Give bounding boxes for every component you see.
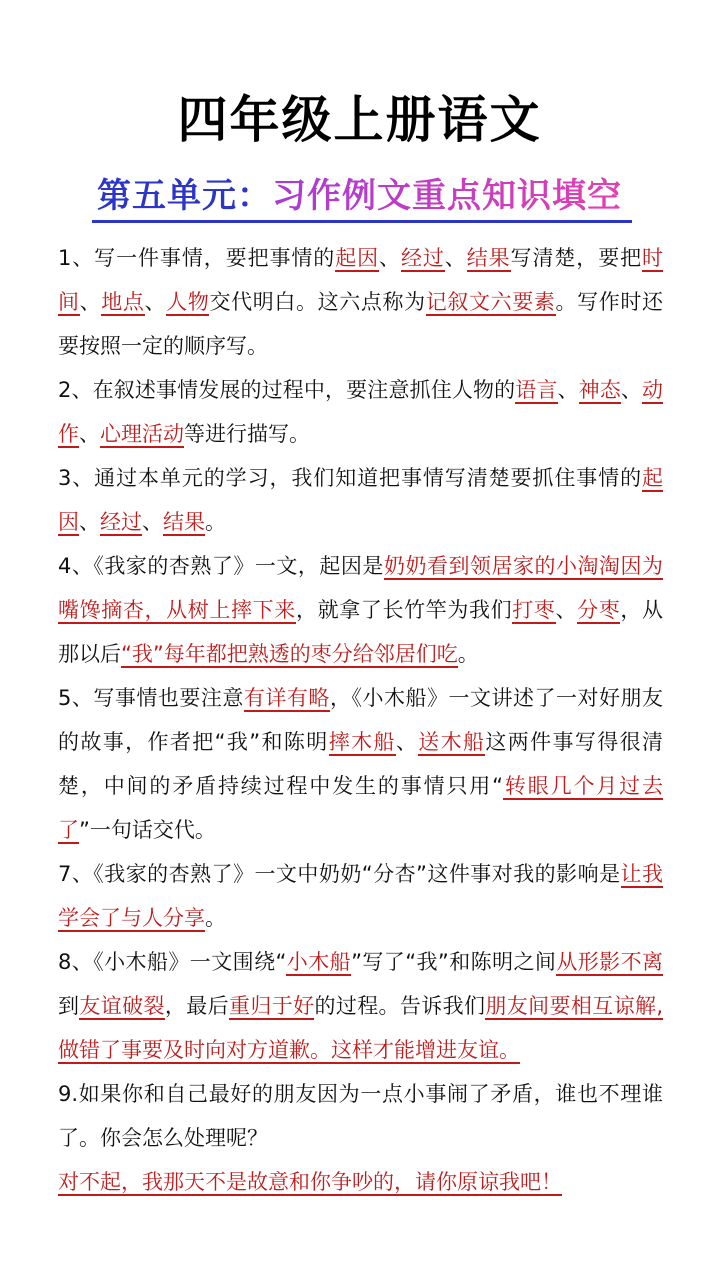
q5-key: 摔木船 [328, 730, 396, 754]
q5-key: 有详有略 [243, 686, 330, 710]
question-4 [58, 544, 663, 676]
q2-key: 语言 [515, 378, 558, 402]
q2-sep: 、 [79, 422, 100, 446]
q1-key: 经过 [400, 246, 445, 270]
q8-text: ”写了“我”和陈明之间 [351, 950, 557, 974]
q1-sep: 、 [379, 246, 401, 270]
q8-key: 小木船 [286, 950, 352, 974]
question-9: 9.如果你和自己最好的朋友因为一点小事闹了矛盾，谁也不理谁了。你会怎么处理呢？ [58, 1082, 663, 1150]
q3-key: 起因 [58, 466, 663, 534]
q3-text: 。 [205, 510, 226, 534]
q1-text: 。写作时还要按照一定的顺序写。 [58, 290, 664, 358]
question-2 [58, 368, 663, 456]
q3-key: 经过 [100, 510, 142, 534]
subtitle-topic: 习作例文重点知识填空 [272, 176, 622, 216]
q3-sep: 、 [79, 510, 100, 534]
q1-key: 起因 [335, 246, 380, 270]
question-5 [58, 676, 663, 852]
q5-text: 这两件事写得很清楚，中间的矛盾持续过程中发生的事情只用“ [58, 730, 664, 798]
question-8 [58, 940, 663, 1072]
q8-key: 友谊破裂 [79, 994, 165, 1018]
q4-key: 打枣 [512, 598, 556, 622]
question-7 [58, 852, 663, 940]
q2-sep: 、 [620, 378, 643, 402]
q2-key: 动作 [58, 378, 664, 446]
q8-text: 到 [58, 994, 80, 1018]
q7-text: 。 [205, 906, 226, 930]
q4-text: ，从那以后 [58, 598, 664, 666]
q1-key: 时间 [58, 246, 664, 314]
page-title: 四年级上册语文 [177, 91, 542, 149]
q1-text: 写清楚，要把 [510, 246, 643, 270]
q1-text: 交代明白。这六点称为 [209, 290, 426, 314]
q5-key: 送木船 [418, 730, 486, 754]
question-9-answer [58, 1160, 663, 1204]
q4-text: ，就拿了长竹竿为我们 [295, 598, 513, 622]
q2-text: 2、在叙述事情发展的过程中，要注意抓住人物的 [58, 378, 516, 402]
q7-text: 7、《我家的杏熟了》一文中奶奶“分杏”这件事对我的影响是 [58, 862, 621, 886]
q8-text: ，最后 [164, 994, 229, 1018]
q3-text: 3、通过本单元的学习，我们知道把事情写清楚要抓住事情的 [58, 466, 642, 490]
q4-sep: 、 [555, 598, 578, 622]
q1-key: 结果 [466, 246, 511, 270]
q1-key: 记叙文六要素 [425, 290, 556, 314]
question-3 [58, 456, 663, 544]
subtitle-underline [92, 220, 632, 223]
q4-text: 。 [457, 642, 479, 666]
q5-text: ，《小木船》一文讲述了一对好朋友的故事，作者把“我”和陈明 [58, 686, 664, 754]
q7-key: 让我学会了与人分享 [58, 862, 663, 930]
q9-answer-text: 对不起，我那天不是故意和你争吵的，请你原谅我吧！ [58, 1170, 562, 1194]
q8-text: 8、《小木船》一文围绕“ [58, 950, 287, 974]
q1-text: 1、写一件事情，要把事情的 [58, 246, 336, 270]
q2-sep: 、 [557, 378, 579, 402]
q1-sep: 、 [79, 290, 102, 314]
q1-key: 人物 [166, 290, 210, 314]
q5-key: 转眼几个月过去了 [58, 774, 663, 842]
q8-key: 朋友间要相互谅解,做错了事要及时向对方道歉。这样才能增进友谊。 [58, 994, 664, 1062]
q1-sep: 、 [144, 290, 167, 314]
q5-text: 5、写事情也要注意 [58, 686, 244, 710]
q4-key: 奶奶看到领居家的小淘淘因为嘴馋摘杏，从树上摔下来 [58, 554, 663, 622]
question-1 [58, 236, 663, 368]
q4-key: “我”每年都把熟透的枣分给邻居们吃 [121, 642, 458, 666]
q1-key: 地点 [101, 290, 145, 314]
q5-sep: 、 [395, 730, 419, 754]
q8-key: 从形影不离 [556, 950, 664, 974]
questions [58, 236, 663, 1204]
q8-key: 重归于好 [228, 994, 315, 1018]
q2-text: 等进行描写。 [184, 422, 310, 446]
q8-text: 的过程。告诉我们 [314, 994, 486, 1018]
q3-key: 结果 [163, 510, 205, 534]
q2-key: 神态 [578, 378, 621, 402]
q2-key: 心理活动 [100, 422, 184, 446]
q4-text: 4、《我家的杏熟了》一文，起因是 [58, 554, 384, 578]
q1-sep: 、 [444, 246, 467, 270]
q4-key: 分枣 [577, 598, 621, 622]
page-subtitle [0, 170, 719, 222]
subtitle-unit: 第五单元： [97, 176, 272, 216]
q3-sep: 、 [142, 510, 163, 534]
q5-text: ”一句话交代。 [79, 818, 216, 842]
